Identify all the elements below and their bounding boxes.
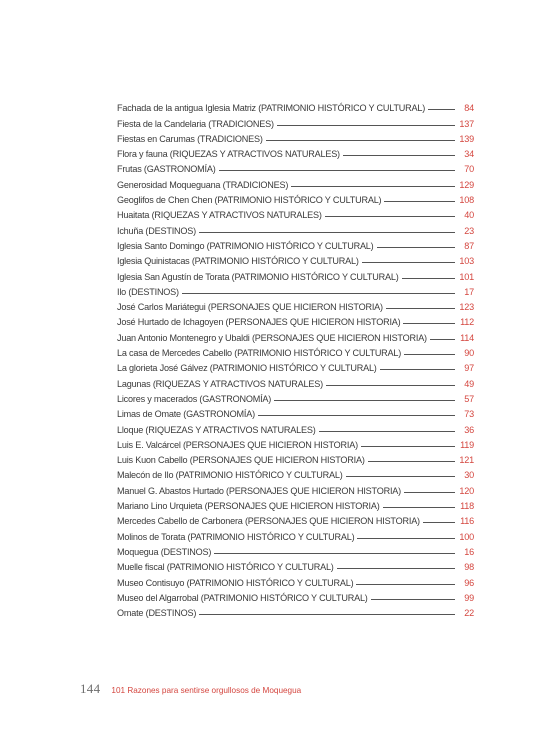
index-entry	[117, 480, 474, 495]
dot-leader	[199, 614, 455, 615]
entry-page: 36	[464, 424, 474, 435]
dot-leader	[404, 354, 455, 355]
dot-leader	[402, 278, 455, 279]
dot-leader	[214, 553, 455, 554]
entry-label: José Carlos Mariátegui (PERSONAJES QUE HICIERON HISTORIA)	[117, 302, 383, 313]
entry-page: 73	[464, 409, 474, 420]
dot-leader	[423, 522, 455, 523]
entry-label: Molinos de Torata (PATRIMONIO HISTÓRICO Y CULTURAL)	[117, 531, 355, 542]
dot-leader	[377, 247, 456, 248]
dot-leader	[182, 293, 455, 294]
dot-leader	[430, 339, 455, 340]
entry-page: 70	[464, 164, 474, 175]
page-footer	[80, 681, 301, 697]
entry-label: Museo del Algarrobal (PATRIMONIO HISTÓRICO Y CULTURAL)	[117, 592, 368, 603]
entry-label: Lagunas (RIQUEZAS Y ATRACTIVOS NATURALES)	[117, 378, 323, 389]
entry-label: Fachada de la antigua Iglesia Matriz (PATRIMONIO HISTÓRICO Y CULTURAL)	[117, 103, 426, 114]
entry-label: Ichuña (DESTINOS)	[117, 225, 196, 236]
entry-label: Iglesia Santo Domingo (PATRIMONIO HISTÓRICO Y CULTURAL)	[117, 240, 374, 251]
index-entry	[117, 557, 474, 572]
index-entry	[117, 282, 474, 297]
entry-label: José Hurtado de Ichagoyen (PERSONAJES QUE HICIERON HISTORIA)	[117, 317, 401, 328]
entry-label: Omate (DESTINOS)	[117, 608, 197, 619]
dot-leader	[356, 584, 455, 585]
index-entry	[117, 511, 474, 526]
entry-page: 120	[459, 485, 474, 496]
entry-page: 84	[464, 103, 474, 114]
dot-leader	[346, 476, 455, 477]
index-entry	[117, 496, 474, 511]
index-entry	[117, 450, 474, 465]
dot-leader	[371, 599, 455, 600]
index-entry	[117, 297, 474, 312]
entry-page: 100	[459, 531, 474, 542]
entry-page: 114	[460, 332, 474, 343]
entry-page: 57	[464, 393, 474, 404]
entry-page: 90	[464, 348, 474, 359]
entry-page: 116	[460, 516, 474, 527]
index-entry	[117, 159, 474, 174]
dot-leader	[343, 155, 455, 156]
entry-label: Moquegua (DESTINOS)	[117, 546, 212, 557]
entry-page: 121	[459, 455, 474, 466]
entry-page: 119	[460, 439, 474, 450]
entry-label: Limas de Omate (GASTRONOMÍA)	[117, 409, 255, 420]
index-entry	[117, 205, 474, 220]
entry-label: Fiestas en Carumas (TRADICIONES)	[117, 133, 263, 144]
entry-label: Mercedes Cabello de Carbonera (PERSONAJES QUE HICIERON HISTORIA)	[117, 516, 420, 527]
index-entry	[117, 588, 474, 603]
index-entry	[117, 236, 474, 251]
entry-label: Huaitata (RIQUEZAS Y ATRACTIVOS NATURALES)	[117, 210, 322, 221]
dot-leader	[326, 385, 455, 386]
dot-leader	[428, 109, 455, 110]
book-title: 101 Razones para sentirse orgullosos de Moquegua	[111, 686, 302, 695]
dot-leader	[383, 507, 455, 508]
dot-leader	[337, 568, 455, 569]
index-entry	[117, 465, 474, 480]
index-entry	[117, 312, 474, 327]
entry-page: 103	[459, 256, 474, 267]
dot-leader	[362, 262, 455, 263]
entry-label: Frutas (GASTRONOMÍA)	[117, 164, 216, 175]
index-entry	[117, 603, 474, 618]
index-entry	[117, 526, 474, 541]
index-entry	[117, 190, 474, 205]
entry-label: Manuel G. Abastos Hurtado (PERSONAJES QUE HICIERON HISTORIA)	[117, 485, 401, 496]
entry-page: 139	[459, 133, 474, 144]
entry-page: 87	[464, 240, 474, 251]
dot-leader	[380, 369, 455, 370]
index-entry	[117, 373, 474, 388]
entry-label: Fiesta de la Candelaria (TRADICIONES)	[117, 118, 274, 129]
entry-page: 112	[460, 317, 474, 328]
entry-page: 17	[464, 286, 474, 297]
page-number: 144	[80, 681, 101, 696]
dot-leader	[291, 186, 455, 187]
dot-leader	[403, 323, 455, 324]
index-entry	[117, 113, 474, 128]
dot-leader	[384, 201, 455, 202]
dot-leader	[361, 446, 455, 447]
dot-leader	[277, 125, 455, 126]
dot-leader	[368, 461, 455, 462]
entry-label: Luis Kuon Cabello (PERSONAJES QUE HICIERON HISTORIA)	[117, 455, 365, 466]
entry-page: 98	[464, 562, 474, 573]
entry-label: La casa de Mercedes Cabello (PATRIMONIO HISTÓRICO Y CULTURAL)	[117, 348, 402, 359]
index-entry	[117, 174, 474, 189]
dot-leader	[325, 216, 455, 217]
dot-leader	[404, 492, 455, 493]
entry-page: 40	[464, 210, 474, 221]
dot-leader	[266, 140, 455, 141]
entry-label: Malecón de Ilo (PATRIMONIO HISTÓRICO Y CULTURAL)	[117, 470, 343, 481]
entry-page: 22	[464, 608, 474, 619]
entry-page: 108	[459, 195, 474, 206]
entry-page: 97	[464, 363, 474, 374]
entry-page: 30	[464, 470, 474, 481]
entry-label: Iglesia Quinistacas (PATRIMONIO HISTÓRICO Y CULTURAL)	[117, 256, 359, 267]
entry-page: 123	[459, 302, 474, 313]
index-entry	[117, 144, 474, 159]
entry-page: 99	[464, 592, 474, 603]
dot-leader	[219, 170, 455, 171]
entry-label: La glorieta José Gálvez (PATRIMONIO HISTÓRICO Y CULTURAL)	[117, 363, 377, 374]
index-entry	[117, 389, 474, 404]
dot-leader	[258, 415, 455, 416]
index-entry	[117, 129, 474, 144]
index-entry	[117, 542, 474, 557]
index-entry	[117, 251, 474, 266]
dot-leader	[386, 308, 455, 309]
index-entry	[117, 266, 474, 281]
index-entry	[117, 435, 474, 450]
entry-page: 23	[464, 225, 474, 236]
dot-leader	[319, 431, 455, 432]
entry-label: Lloque (RIQUEZAS Y ATRACTIVOS NATURALES)	[117, 424, 316, 435]
entry-page: 137	[459, 118, 474, 129]
entry-page: 96	[464, 577, 474, 588]
entry-label: Flora y fauna (RIQUEZAS Y ATRACTIVOS NATURALES)	[117, 149, 340, 160]
entry-page: 129	[459, 179, 474, 190]
entry-label: Generosidad Moqueguana (TRADICIONES)	[117, 179, 289, 190]
dot-leader	[357, 538, 455, 539]
index-entry	[117, 358, 474, 373]
entry-label: Ilo (DESTINOS)	[117, 286, 179, 297]
index-list	[117, 98, 474, 618]
entry-label: Mariano Lino Urquieta (PERSONAJES QUE HICIERON HISTORIA)	[117, 501, 380, 512]
entry-label: Luis E. Valcárcel (PERSONAJES QUE HICIERON HISTORIA)	[117, 439, 358, 450]
index-entry	[117, 327, 474, 342]
entry-label: Iglesia San Agustín de Torata (PATRIMONIO HISTÓRICO Y CULTURAL)	[117, 271, 399, 282]
index-entry	[117, 220, 474, 235]
index-entry	[117, 404, 474, 419]
entry-page: 49	[464, 378, 474, 389]
entry-label: Licores y macerados (GASTRONOMÍA)	[117, 393, 272, 404]
entry-page: 118	[460, 501, 474, 512]
entry-page: 34	[464, 149, 474, 160]
index-entry	[117, 419, 474, 434]
entry-page: 101	[459, 271, 474, 282]
entry-label: Geoglifos de Chen Chen (PATRIMONIO HISTÓRICO Y CULTURAL)	[117, 195, 382, 206]
dot-leader	[274, 400, 455, 401]
entry-label: Juan Antonio Montenegro y Ubaldi (PERSONAJES QUE HICIERON HISTORIA)	[117, 332, 427, 343]
index-entry	[117, 98, 474, 113]
entry-label: Muelle fiscal (PATRIMONIO HISTÓRICO Y CULTURAL)	[117, 562, 334, 573]
entry-page: 16	[464, 546, 474, 557]
entry-label: Museo Contisuyo (PATRIMONIO HISTÓRICO Y CULTURAL)	[117, 577, 354, 588]
dot-leader	[199, 232, 455, 233]
index-entry	[117, 572, 474, 587]
index-entry	[117, 343, 474, 358]
